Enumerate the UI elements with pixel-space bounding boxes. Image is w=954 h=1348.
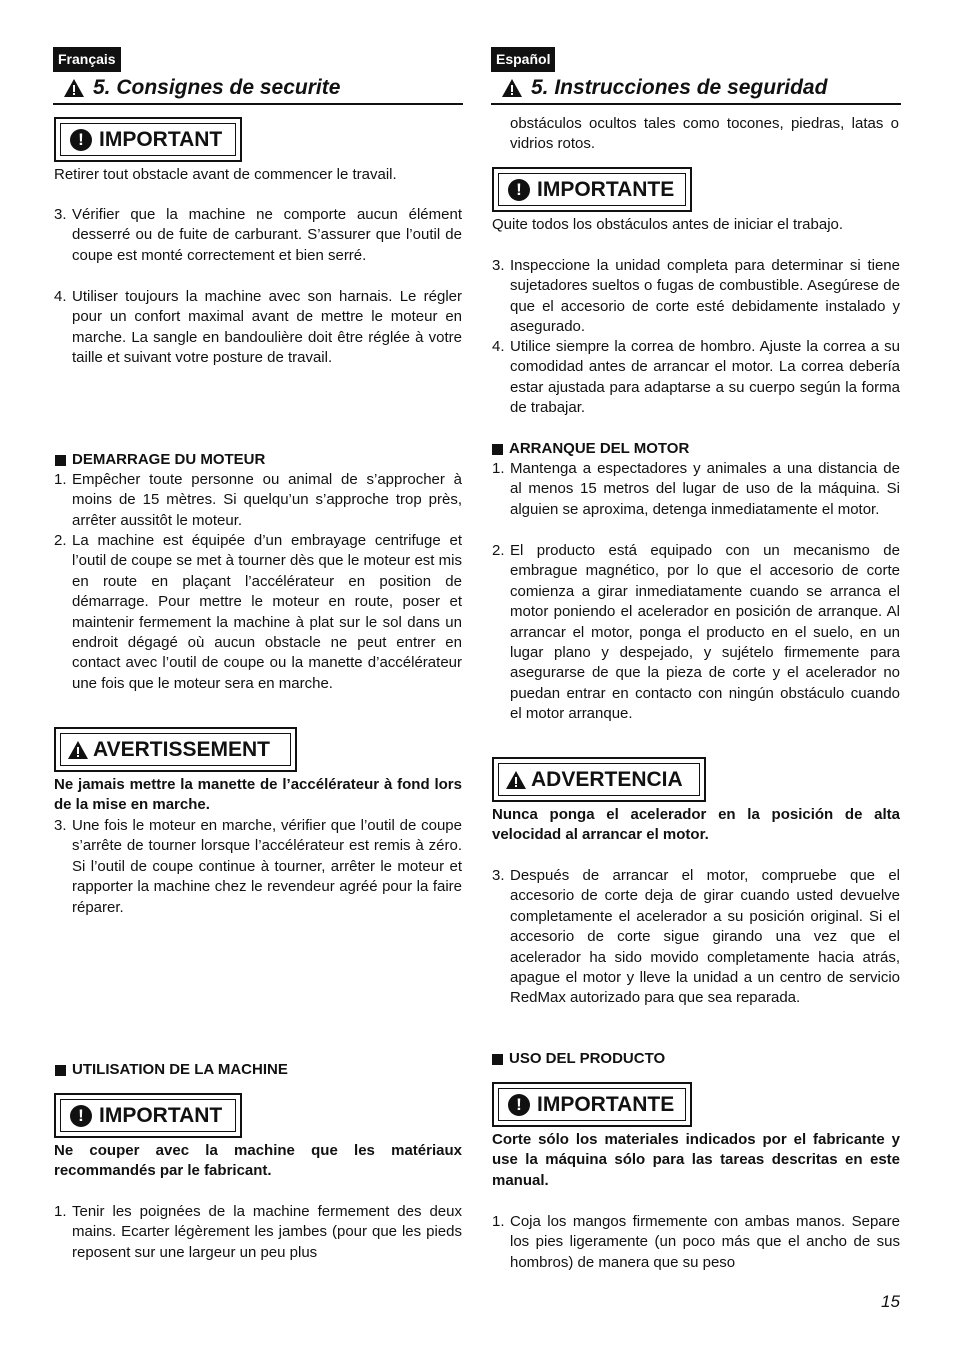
page-number: 15: [881, 1292, 900, 1311]
list-item: 2. La machine est équipée d’un embrayage centrifuge et l’outil de coupe se met à tourner dès que le moteur est mis en route en plaçant l’accélérateur en position de démarrage. Pour mettre le moteur en route, poser et maintenir fermement la machine à plat sur le sol dans un endroit dégagé où aucun obstacle ne peut entrer en contact avec l’outil de coupe ou la manette d’accélérateur une fois que le moteur sera en marche.: [54, 532, 462, 692]
important-text: Quite todos los obstáculos antes de iniciar el trabajo.: [492, 216, 844, 233]
section-title-french: [63, 76, 340, 100]
section-heading: DEMARRAGE DU MOTEUR: [55, 450, 265, 470]
warning-text: Nunca ponga el acelerador en la posición de alta velocidad al arrancar el motor.: [492, 806, 900, 844]
important-box: [492, 167, 692, 212]
important-label: IMPORTANTE: [537, 177, 675, 201]
warning-text: Ne jamais mettre la manette de l’accélérateur à fond lors de la mise en marche.: [54, 776, 462, 814]
language-tag-spanish: Español: [491, 47, 555, 72]
list-item: 1. Mantenga a espectadores y animales a una distancia de al menos 15 metros del lugar de uso de la máquina. Si alguien se aproxima, detenga inmediatamente el motor.: [492, 460, 900, 518]
section-title-text: 5. Instrucciones de seguridad: [531, 76, 828, 99]
warning-label: AVERTISSEMENT: [93, 737, 270, 761]
important-label: IMPORTANT: [99, 127, 223, 151]
warning-box: [54, 727, 297, 772]
list-item: 3. Inspeccione la unidad completa para determinar si tiene sujetadores sueltos o fugas de combustible. Asegúrese de que el accesorio de corte esté debidamente instalado y asegurado.: [492, 257, 900, 336]
warning-triangle-icon: [67, 740, 89, 760]
exclamation-icon: !: [508, 179, 530, 201]
list-item: 4. Utilice siempre la correa de hombro. Ajuste la correa a su comodidad antes de arrancar el motor. La correa debería estar ajustada para adaptarse a su cuerpo según la forma de trabajar.: [492, 338, 900, 417]
list-item: 3. Vérifier que la machine ne comporte aucun élément desserré ou de fuite de carburant. S’assurer que l’outil de coupe est monté correctement et bien serré.: [54, 206, 462, 264]
important-text: Corte sólo los materiales indicados por el fabricante y use la máquina sólo para las tareas descritas en este manual.: [492, 1131, 900, 1189]
list-item: 3. Une fois le moteur en marche, vérifier que l’outil de coupe s’arrête de tourner lorsque l’accélérateur est remis à zéro. Si l’outil de coupe continue à tourner, arrêter le moteur et rapporter la machine chez le revendeur agréé pour la faire réparer.: [54, 817, 462, 916]
important-label: IMPORTANT: [99, 1103, 223, 1127]
title-rule: [53, 103, 463, 105]
important-box: [492, 1082, 692, 1127]
section-title-spanish: [501, 76, 827, 100]
list-item: 3. Después de arrancar el motor, compruebe que el accesorio de corte deja de girar cuando usted devuelve completamente el acelerador a su posición original. Si el accesorio de corte sigue girando una vez que el acelerador ha sido movido completamente hacia atrás, apague el motor y lleve la unidad a un centro de servicio RedMax autorizado para que sea reparada.: [492, 867, 900, 1007]
language-tag-french: Français: [53, 47, 121, 72]
list-item: 1. Tenir les poignées de la machine fermement des deux mains. Ecarter légèrement les jambes (pour que les pieds reposent sur une largeur un peu plus: [54, 1203, 462, 1261]
continued-text: obstáculos ocultos tales como tocones, piedras, latas o vidrios rotos.: [510, 115, 899, 153]
list-item: 4. Utiliser toujours la machine avec son harnais. Le régler pour un confort maximal avant de mettre le moteur en marche. La sangle en bandoulière doit être réglée à votre taille et suivant votre posture de travail.: [54, 288, 462, 367]
warning-triangle-icon: [505, 770, 527, 790]
title-rule: [491, 103, 901, 105]
section-title-text: 5. Consignes de securite: [93, 76, 341, 99]
important-text: Retirer tout obstacle avant de commencer le travail.: [54, 166, 397, 183]
list-item: 1. Coja los mangos firmemente con ambas manos. Separe los pies ligeramente (un poco más que el ancho de sus hombros) de manera que su peso: [492, 1213, 900, 1271]
section-heading: UTILISATION DE LA MACHINE: [55, 1060, 288, 1080]
exclamation-icon: !: [70, 129, 92, 151]
important-label: IMPORTANTE: [537, 1092, 675, 1116]
warning-label: ADVERTENCIA: [531, 767, 683, 791]
important-text: Ne couper avec la machine que les matériaux recommandés par le fabricant.: [54, 1142, 462, 1180]
warning-triangle-icon: [63, 78, 85, 98]
important-box: [54, 117, 242, 162]
list-item: 1. Empêcher toute personne ou animal de s’approcher à moins de 15 mètres. Si quelqu’un s’approche trop près, arrêter aussitôt le moteur.: [54, 471, 462, 529]
warning-triangle-icon: [501, 78, 523, 98]
warning-box: [492, 757, 706, 802]
list-item: 2. El producto está equipado con un mecanismo de embrague magnético, por lo que el accesorio de corte comienza a girar inmediatamente cuando se arranca el motor poniendo el acelerador en posición de arranque. Al arrancar el motor, ponga el producto en el suelo, en un lugar plano y despejado, y sujételo firmemente para asegurarse de que la pieza de corte y el acelerador no puedan entrar en contacto con ningún obstáculo cuando el motor arranque.: [492, 542, 900, 723]
section-heading: USO DEL PRODUCTO: [492, 1049, 665, 1069]
section-heading: ARRANQUE DEL MOTOR: [492, 439, 689, 459]
exclamation-icon: !: [508, 1094, 530, 1116]
important-box: [54, 1093, 242, 1138]
exclamation-icon: !: [70, 1105, 92, 1127]
